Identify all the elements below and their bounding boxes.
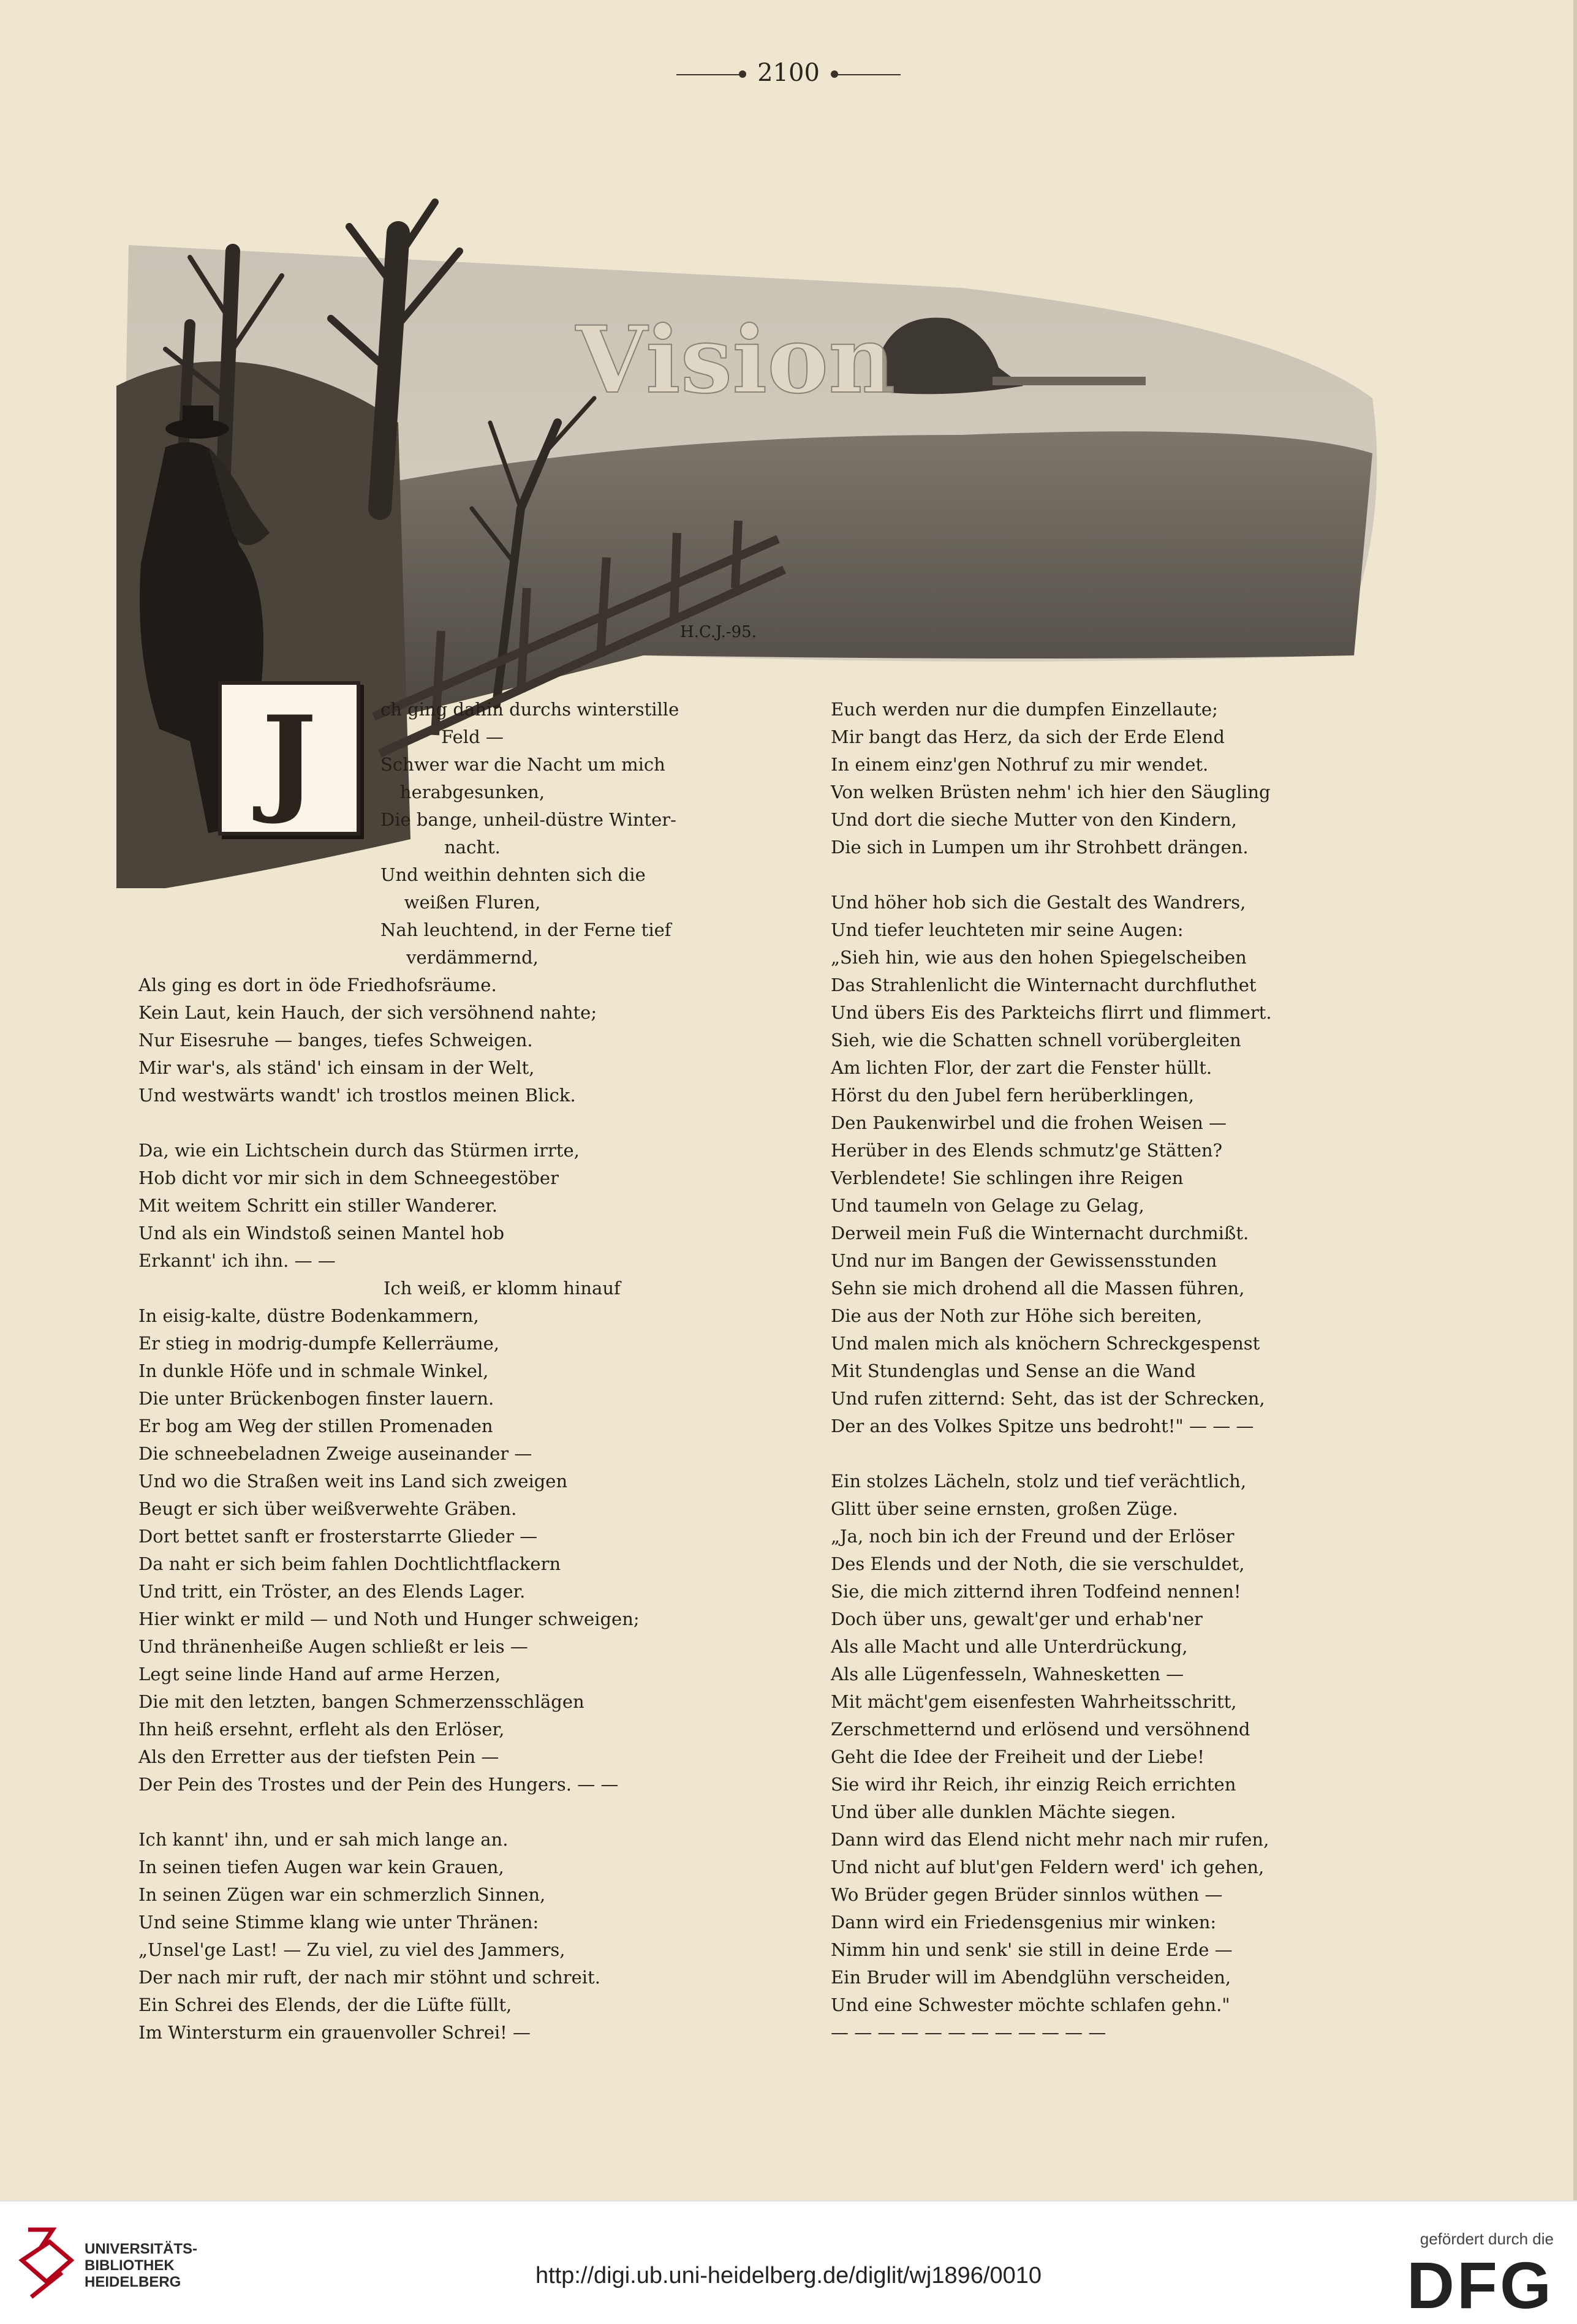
- verse-line: Mir bangt das Herz, da sich der Erde Elend: [831, 726, 1225, 747]
- verse-line: [138, 1798, 702, 1826]
- verse-line: Mit weitem Schritt ein stiller Wanderer.: [138, 1195, 497, 1216]
- verse-line: Ein Schrei des Elends, der die Lüfte füllt,: [138, 1994, 512, 2015]
- verse-line: Dann wird das Elend nicht mehr nach mir rufen,: [831, 1829, 1269, 1850]
- verse-line: Der nach mir ruft, der nach mir stöhnt und schreit.: [138, 1967, 600, 1988]
- verse-line: Der an des Volkes Spitze uns bedroht!" — — —: [831, 1416, 1254, 1436]
- verse-line: Er bog am Weg der stillen Promenaden: [138, 1416, 493, 1436]
- page-number: [0, 59, 1577, 87]
- verse-line: Und als ein Windstoß seinen Mantel hob: [138, 1223, 505, 1243]
- verse-line: Und tritt, ein Tröster, an des Elends Lager.: [138, 1581, 526, 1602]
- verse-line: Wo Brüder gegen Brüder sinnlos wüthen —: [831, 1884, 1223, 1905]
- funding-note: gefördert durch die: [1420, 2230, 1554, 2248]
- verse-line: Hob dicht vor mir sich in dem Schneegestöber: [138, 1168, 559, 1188]
- verse-line: Schwer war die Nacht um mich: [380, 754, 665, 775]
- verse-line: Hörst du den Jubel fern herüberklingen,: [831, 1085, 1195, 1106]
- verse-line: Des Elends und der Noth, die sie verschuldet,: [831, 1553, 1245, 1574]
- verse-line: Ich weiß, er klomm hinauf: [384, 1278, 621, 1299]
- verse-line: Und malen mich als knöchern Schreckgespenst: [831, 1333, 1260, 1354]
- verse-line: Mit Stundenglas und Sense an die Wand: [831, 1360, 1196, 1381]
- verse-line: [138, 1109, 702, 1137]
- verse-line: Sieh, wie die Schatten schnell vorübergleiten: [831, 1030, 1241, 1051]
- verse-line: Ihn heiß ersehnt, erfleht als den Erlöser,: [138, 1719, 505, 1740]
- page-number-value: 2100: [757, 59, 820, 87]
- verse-line: weißen Fluren,: [404, 892, 541, 913]
- verse-line: Nur Eisesruhe — banges, tiefes Schweigen.: [138, 1030, 533, 1051]
- verse-line: Dort bettet sanft er frosterstarrte Glieder —: [138, 1526, 538, 1547]
- verse-line: herabgesunken,: [399, 782, 545, 802]
- verse-line: Und nur im Bangen der Gewissensstunden: [831, 1250, 1217, 1271]
- verse-line: Zerschmetternd und erlösend und versöhnend: [831, 1719, 1250, 1740]
- verse-line: Da naht er sich beim fahlen Dochtlichtflackern: [138, 1553, 561, 1574]
- verse-line: Und eine Schwester möchte schlafen gehn.": [831, 1994, 1230, 2015]
- verse-line: Und nicht auf blut'gen Feldern werd' ich gehen,: [831, 1857, 1265, 1877]
- verse-line: Die mit den letzten, bangen Schmerzensschlägen: [138, 1691, 584, 1712]
- verse-line: Da, wie ein Lichtschein durch das Stürmen irrte,: [138, 1140, 580, 1161]
- verse-line: [831, 1440, 1364, 1468]
- snow-field: [380, 431, 1372, 717]
- verse-line: Sie wird ihr Reich, ihr einzig Reich errichten: [831, 1774, 1236, 1795]
- verse-line: Feld —: [441, 726, 504, 747]
- verse-line: Glitt über seine ernsten, großen Züge.: [831, 1498, 1178, 1519]
- verse-line: Den Paukenwirbel und die frohen Weisen —: [831, 1112, 1227, 1133]
- verse-line: Und seine Stimme klang wie unter Thränen:: [138, 1912, 539, 1933]
- verse-line: Beugt er sich über weißverwehte Gräben.: [138, 1498, 517, 1519]
- verse-line: „Ja, noch bin ich der Freund und der Erlöser: [831, 1526, 1235, 1547]
- verse-line: Er stieg in modrig-dumpfe Kellerräume,: [138, 1333, 499, 1354]
- verse-line: ch ging dahin durchs winterstille: [380, 699, 679, 720]
- verse-line: Und weithin dehnten sich die: [380, 864, 646, 885]
- verse-line: Dann wird ein Friedensgenius mir winken:: [831, 1912, 1217, 1933]
- illustration-title: Vision: [576, 306, 896, 414]
- verse-line: Als alle Macht und alle Unterdrückung,: [831, 1636, 1188, 1657]
- verse-line: Als alle Lügenfesseln, Wahnesketten —: [831, 1664, 1184, 1685]
- verse-line: Die sich in Lumpen um ihr Strohbett drängen.: [831, 837, 1249, 858]
- verse-line: — — — — — — — — — — — —: [831, 2022, 1106, 2043]
- verse-line: Und westwärts wandt' ich trostlos meinen Blick.: [138, 1085, 576, 1106]
- verse-line: Kein Laut, kein Hauch, der sich versöhnend nahte;: [138, 1002, 597, 1023]
- verse-line: Die schneebeladnen Zweige auseinander —: [138, 1443, 532, 1464]
- footer-bar: [0, 2200, 1577, 2324]
- verse-line: Und thränenheiße Augen schließt er leis —: [138, 1636, 528, 1657]
- verse-line: In dunkle Höfe und in schmale Winkel,: [138, 1360, 489, 1381]
- verse-line: Und rufen zitternd: Seht, das ist der Schrecken,: [831, 1388, 1265, 1409]
- verse-line: Verblendete! Sie schlingen ihre Reigen: [831, 1168, 1184, 1188]
- verse-line: Doch über uns, gewalt'ger und erhab'ner: [831, 1609, 1203, 1629]
- verse-line: Die unter Brückenbogen finster lauern.: [138, 1388, 494, 1409]
- artist-signature: H.C.J.-95.: [680, 623, 757, 641]
- verse-line: „Sieh hin, wie aus den hohen Spiegelscheiben: [831, 947, 1247, 968]
- verse-line: Und höher hob sich die Gestalt des Wandrers,: [831, 892, 1246, 913]
- verse-line: Herüber in des Elends schmutz'ge Stätten?: [831, 1140, 1223, 1161]
- verse-line: Das Strahlenlicht die Winternacht durchfluthet: [831, 975, 1257, 995]
- ornament-right: [833, 74, 901, 75]
- verse-line: Im Wintersturm ein grauenvoller Schrei! —: [138, 2022, 531, 2043]
- verse-line: Und taumeln von Gelage zu Gelag,: [831, 1195, 1144, 1216]
- verse-line: Von welken Brüsten nehm' ich hier den Säugling: [831, 782, 1271, 802]
- verse-line: Legt seine linde Hand auf arme Herzen,: [138, 1664, 501, 1685]
- poem-right-column: [831, 696, 1364, 2047]
- verse-line: verdämmernd,: [406, 947, 539, 968]
- verse-line: [831, 861, 1364, 889]
- permalink-url[interactable]: http://digi.ub.uni-heidelberg.de/diglit/wj1896/0010: [535, 2263, 1042, 2288]
- verse-line: „Unsel'ge Last! — Zu viel, zu viel des Jammers,: [138, 1939, 565, 1960]
- verse-line: In einem einz'gen Nothruf zu mir wendet.: [831, 754, 1209, 775]
- verse-line: Und dort die sieche Mutter von den Kindern,: [831, 809, 1237, 830]
- drop-capital: J: [218, 681, 360, 836]
- verse-line: Die bange, unheil-düstre Winter-: [380, 809, 676, 830]
- verse-line: Und wo die Straßen weit ins Land sich zweigen: [138, 1471, 568, 1492]
- verse-line: Und tiefer leuchteten mir seine Augen:: [831, 919, 1184, 940]
- verse-line: nacht.: [444, 837, 501, 858]
- dfg-logo: DFG: [1407, 2248, 1554, 2322]
- ornament-left: [676, 74, 744, 75]
- verse-line: Hier winkt er mild — und Noth und Hunger schweigen;: [138, 1609, 640, 1629]
- verse-line: Nimm hin und senk' sie still in deine Erde —: [831, 1939, 1233, 1960]
- verse-line: Mir war's, als ständ' ich einsam in der Welt,: [138, 1057, 535, 1078]
- verse-line: Nah leuchtend, in der Ferne tief: [380, 919, 671, 940]
- verse-line: In seinen tiefen Augen war kein Grauen,: [138, 1857, 504, 1877]
- verse-line: Und übers Eis des Parkteichs flirrt und flimmert.: [831, 1002, 1272, 1023]
- verse-line: Und über alle dunklen Mächte siegen.: [831, 1801, 1176, 1822]
- verse-line: Geht die Idee der Freiheit und der Liebe!: [831, 1746, 1204, 1767]
- verse-line: Als ging es dort in öde Friedhofsräume.: [138, 975, 497, 995]
- verse-line: Ein stolzes Lächeln, stolz und tief verächtlich,: [831, 1471, 1247, 1492]
- verse-line: In eisig-kalte, düstre Bodenkammern,: [138, 1305, 479, 1326]
- verse-line: Ein Bruder will im Abendglühn verscheiden,: [831, 1967, 1231, 1988]
- verse-line: Die aus der Noth zur Höhe sich bereiten,: [831, 1305, 1203, 1326]
- verse-line: Ich kannt' ihn, und er sah mich lange an.: [138, 1829, 509, 1850]
- verse-line: Erkannt' ich ihn. — —: [138, 1250, 336, 1271]
- poem-left-column: [138, 696, 702, 2047]
- verse-line: Sie, die mich zitternd ihren Todfeind nennen!: [831, 1581, 1241, 1602]
- verse-line: Der Pein des Trostes und der Pein des Hungers. — —: [138, 1774, 619, 1795]
- verse-line: Mit mächt'gem eisenfesten Wahrheitsschritt,: [831, 1691, 1237, 1712]
- verse-line: In seinen Zügen war ein schmerzlich Sinnen,: [138, 1884, 546, 1905]
- verse-line: Am lichten Flor, der zart die Fenster hüllt.: [831, 1057, 1212, 1078]
- verse-line: Derweil mein Fuß die Winternacht durchmißt.: [831, 1223, 1249, 1243]
- distant-village: [993, 377, 1146, 385]
- verse-line: Euch werden nur die dumpfen Einzellaute;: [831, 699, 1218, 720]
- verse-line: Als den Erretter aus der tiefsten Pein —: [138, 1746, 499, 1767]
- institution-name: UNIVERSITÄTS- BIBLIOTHEK HEIDELBERG: [85, 2241, 198, 2290]
- verse-line: Sehn sie mich drohend all die Massen führen,: [831, 1278, 1245, 1299]
